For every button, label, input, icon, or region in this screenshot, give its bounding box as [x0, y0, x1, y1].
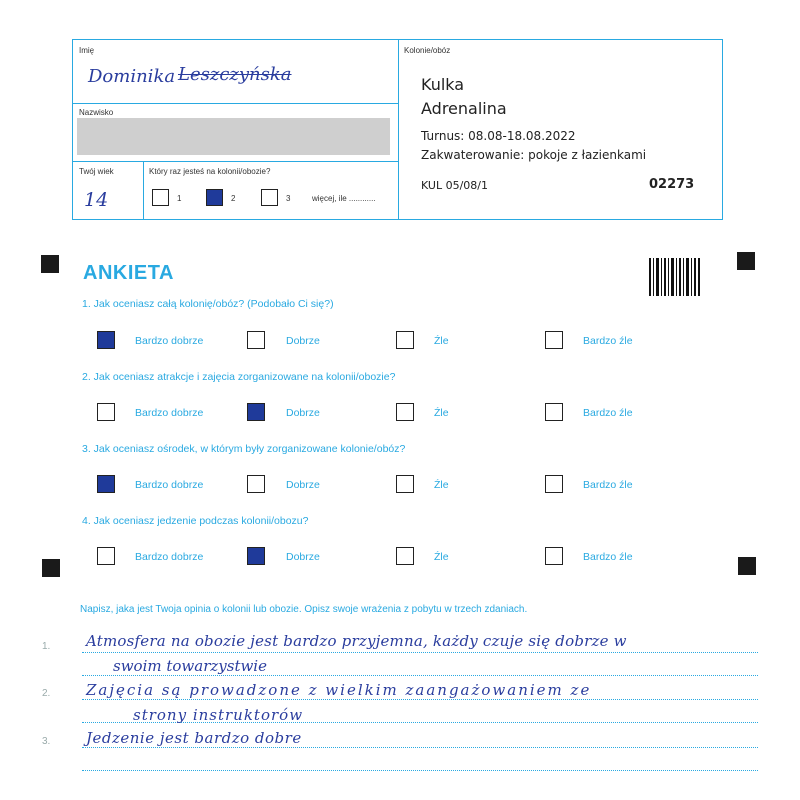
turnus: Turnus: 08.08-18.08.2022	[421, 129, 576, 143]
form-number: 02273	[649, 177, 695, 192]
answer-line	[82, 699, 758, 700]
answer-2-line-1[interactable]: Zajęcia są prowadzone z wielkim zaangażowaniem ze	[86, 681, 592, 699]
q2-option-bardzo-zle-checkbox[interactable]	[545, 403, 563, 421]
q4-option-dobrze-checkbox[interactable]	[247, 547, 265, 565]
q1-option-zle-checkbox[interactable]	[396, 331, 414, 349]
q4-option-label: Bardzo dobrze	[135, 551, 204, 563]
q3-option-label: Źle	[434, 479, 449, 491]
q2-option-bardzo-dobrze-checkbox[interactable]	[97, 403, 115, 421]
q1-option-label: Bardzo źle	[583, 335, 633, 347]
q3-option-label: Bardzo dobrze	[135, 479, 204, 491]
age-label: Twój wiek	[79, 167, 114, 176]
answer-1-line-1[interactable]: Atmosfera na obozie jest bardzo przyjemna, każdy czuje się dobrze w	[86, 632, 627, 650]
q2-option-dobrze-checkbox[interactable]	[247, 403, 265, 421]
times-checkbox-2[interactable]	[206, 189, 223, 206]
barcode-icon	[649, 258, 701, 296]
q4-option-bardzo-zle-checkbox[interactable]	[545, 547, 563, 565]
times-option-1: 1	[177, 194, 182, 203]
q2-option-label: Dobrze	[286, 407, 320, 419]
q3-option-dobrze-checkbox[interactable]	[247, 475, 265, 493]
answer-3-line-1[interactable]: Jedzenie jest bardzo dobre	[86, 729, 302, 747]
q3-option-bardzo-zle-checkbox[interactable]	[545, 475, 563, 493]
surname-label: Nazwisko	[79, 108, 114, 117]
q3-option-zle-checkbox[interactable]	[396, 475, 414, 493]
surname-redaction	[77, 118, 390, 155]
camp-label: Kolonie/obóz	[404, 46, 451, 55]
times-more-label: więcej, ile ............	[312, 194, 376, 203]
survey-title: ANKIETA	[83, 262, 174, 284]
answer-line	[82, 747, 758, 748]
times-checkbox-3[interactable]	[261, 189, 278, 206]
answer-number: 3.	[42, 736, 51, 747]
q2-option-label: Bardzo źle	[583, 407, 633, 419]
q1-option-label: Bardzo dobrze	[135, 335, 204, 347]
name-struck: Leszczyńska	[178, 64, 292, 85]
q3-option-label: Bardzo źle	[583, 479, 633, 491]
answer-2-line-2[interactable]: strony instruktorów	[133, 706, 304, 724]
registration-marker	[737, 252, 755, 270]
name-value[interactable]: Dominika	[88, 66, 176, 87]
header-divider	[398, 40, 399, 219]
age-value[interactable]: 14	[84, 189, 109, 211]
q4-option-label: Dobrze	[286, 551, 320, 563]
answer-line	[82, 675, 758, 676]
header-rule	[73, 161, 398, 162]
registration-marker	[42, 559, 60, 577]
camp-type: Adrenalina	[421, 99, 507, 118]
question-2: 2. Jak oceniasz atrakcje i zajęcia zorganizowane na kolonii/obozie?	[82, 371, 396, 383]
header-divider	[143, 161, 144, 219]
q1-option-bardzo-dobrze-checkbox[interactable]	[97, 331, 115, 349]
accommodation: Zakwaterowanie: pokoje z łazienkami	[421, 148, 647, 162]
times-option-2: 2	[231, 194, 236, 203]
answer-line	[82, 652, 758, 653]
q1-option-label: Dobrze	[286, 335, 320, 347]
q3-option-bardzo-dobrze-checkbox[interactable]	[97, 475, 115, 493]
q2-option-label: Źle	[434, 407, 449, 419]
answer-number: 2.	[42, 688, 51, 699]
q2-option-label: Bardzo dobrze	[135, 407, 204, 419]
question-4: 4. Jak oceniasz jedzenie podczas kolonii/obozu?	[82, 515, 309, 527]
times-option-3: 3	[286, 194, 291, 203]
question-3: 3. Jak oceniasz ośrodek, w którym były zorganizowane kolonie/obóz?	[82, 443, 406, 455]
answer-line	[82, 770, 758, 771]
camp-name: Kulka	[421, 75, 465, 94]
answer-1-line-2[interactable]: swoim towarzystwie	[113, 657, 267, 675]
q4-option-zle-checkbox[interactable]	[396, 547, 414, 565]
registration-marker	[738, 557, 756, 575]
q4-option-label: Bardzo źle	[583, 551, 633, 563]
question-1: 1. Jak oceniasz całą kolonię/obóz? (Podobało Ci się?)	[82, 298, 334, 310]
name-label: Imię	[79, 46, 95, 55]
q1-option-label: Źle	[434, 335, 449, 347]
q4-option-label: Źle	[434, 551, 449, 563]
q4-option-bardzo-dobrze-checkbox[interactable]	[97, 547, 115, 565]
q1-option-bardzo-zle-checkbox[interactable]	[545, 331, 563, 349]
header-rule	[73, 103, 398, 104]
times-checkbox-1[interactable]	[152, 189, 169, 206]
answer-number: 1.	[42, 641, 51, 652]
q2-option-zle-checkbox[interactable]	[396, 403, 414, 421]
q3-option-label: Dobrze	[286, 479, 320, 491]
q1-option-dobrze-checkbox[interactable]	[247, 331, 265, 349]
registration-marker	[41, 255, 59, 273]
times-label: Który raz jesteś na kolonii/obozie?	[149, 167, 271, 176]
opinion-prompt: Napisz, jaka jest Twoja opinia o kolonii lub obozie. Opisz swoje wrażenia z pobytu w trzech zdaniach.	[80, 604, 528, 615]
camp-code: KUL 05/08/1	[421, 179, 488, 192]
